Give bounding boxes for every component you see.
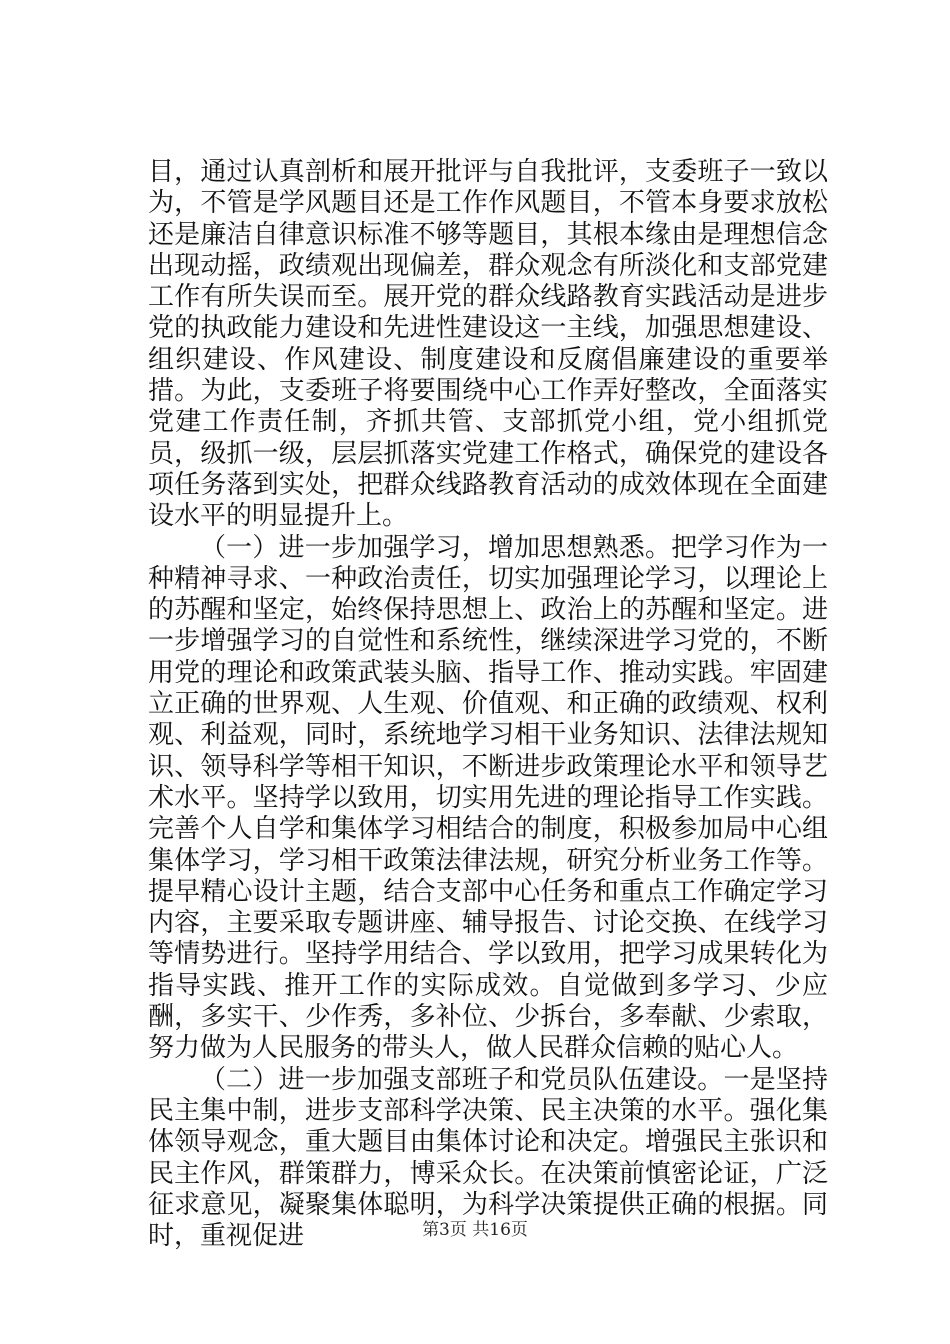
paragraph-section-two: （二）进一步加强支部班子和党员队伍建设。一是坚持民主集中制，进步支部科学决策、民主决策的水平。强化集体领导观念，重大题目由集体讨论和决定。增强民主张识和民主作风，群策群力，博采众长。在决策前慎密论证，广泛征求意见，凝聚集体聪明，为科学决策提供正确的根据。同时，重视促进 — [148, 1064, 828, 1252]
page-number-footer: 第3页 共16页 — [422, 1220, 528, 1240]
paragraph-continuation: 目，通过认真剖析和展开批评与自我批评，支委班子一致以为，不管是学风题目还是工作作风题目，不管本身要求放松还是廉洁自律意识标准不够等题目，其根本缘由是理想信念出现动摇，政绩观出现偏差，群众观念有所淡化和支部党建工作有所失误而至。展开党的群众线路教育实践活动是进步党的执政能力建设和先进性建设这一主线，加强思想建设、组织建设、作风建设、制度建设和反腐倡廉建设的重要举措。为此，支委班子将要围绕中心工作弄好整改，全面落实党建工作责任制，齐抓共管、支部抓党小组，党小组抓党员，级抓一级，层层抓落实党建工作格式，确保党的建设各项任务落到实处，把群众线路教育活动的成效体现在全面建设水平的明显提升上。 — [148, 157, 828, 532]
document-body — [148, 157, 828, 1252]
paragraph-section-one: （一）进一步加强学习，增加思想熟悉。把学习作为一种精神寻求、一种政治责任，切实加强理论学习，以理论上的苏醒和坚定，始终保持思想上、政治上的苏醒和坚定。进一步增强学习的自觉性和系统性，继续深进学习党的，不断用党的理论和政策武装头脑、指导工作、推动实践。牢固建立正确的世界观、人生观、价值观、和正确的政绩观、权利观、利益观，同时，系统地学习相干业务知识、法律法规知识、领导科学等相干知识，不断进步政策理论水平和领导艺术水平。坚持学以致用，切实用先进的理论指导工作实践。完善个人自学和集体学习相结合的制度，积极参加局中心组集体学习，学习相干政策法律法规，研究分析业务工作等。提早精心设计主题，结合支部中心任务和重点工作确定学习内容，主要采取专题讲座、辅导报告、讨论交换、在线学习等情势进行。坚持学用结合、学以致用，把学习成果转化为指导实践、推开工作的实际成效。自觉做到多学习、少应酬，多实干、少作秀，多补位、少拆台，多奉献、少索取，努力做为人民服务的带头人，做人民群众信赖的贴心人。 — [148, 532, 828, 1064]
